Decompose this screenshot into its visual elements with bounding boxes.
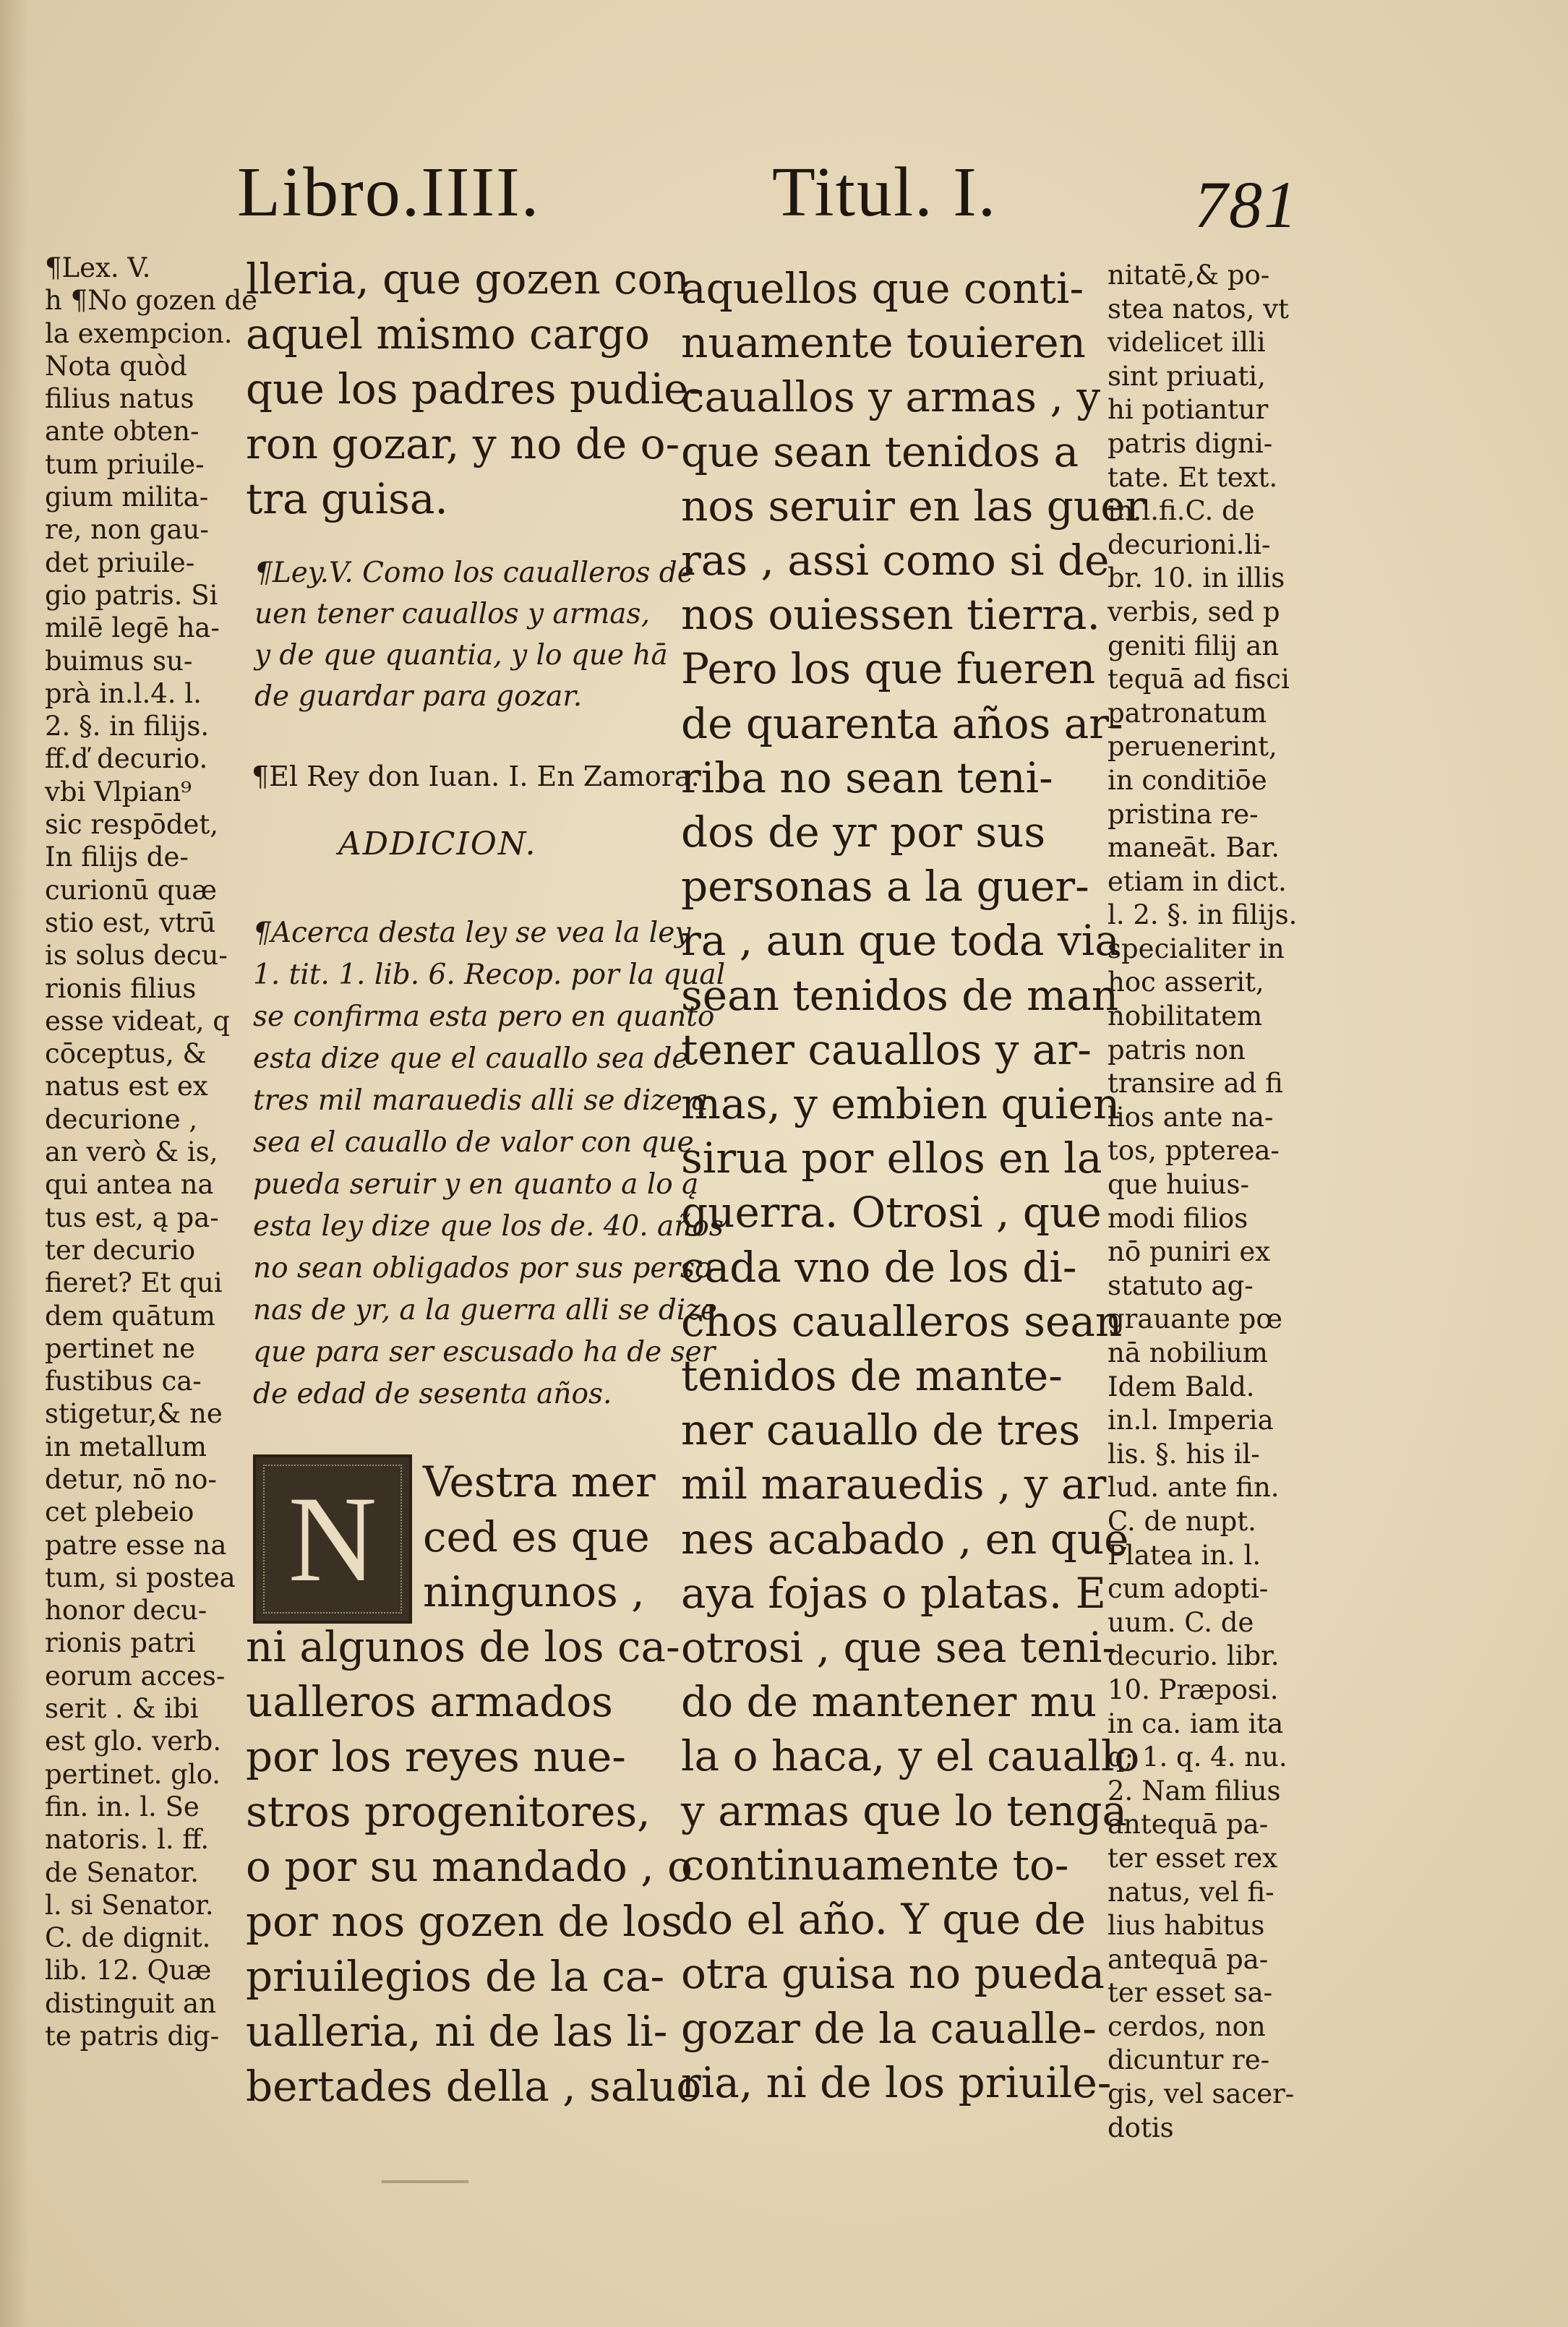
gloss-line: etiam in dict. (1108, 865, 1287, 897)
text-line: y armas que lo tenga (681, 1786, 1128, 1835)
gloss-line: dem quātum (45, 1300, 215, 1332)
text-line: do el año. Y que de (681, 1895, 1086, 1945)
gloss-line: te patris dig- (45, 2020, 220, 2052)
text-line: do de mantener mu (681, 1677, 1097, 1727)
gloss-line: antequā pa- (1108, 1943, 1269, 1975)
text-line: Vestra mer (423, 1457, 656, 1507)
addicion-line: esta dize que el cauallo sea de (253, 1042, 689, 1075)
gloss-line: pertinet. glo. (45, 1758, 220, 1790)
gloss-line: det priuile- (45, 547, 195, 578)
gloss-line: an verò & is, (45, 1136, 218, 1168)
gloss-line: hi potiantur (1108, 394, 1269, 426)
gloss-line: Platea in. l. (1108, 1539, 1261, 1571)
text-line: la o haca, y el cauallo (681, 1731, 1140, 1781)
gloss-line: milē legē ha- (45, 612, 220, 644)
text-line: mas, y embien quien (681, 1079, 1121, 1129)
text-line: nes acabado , en que (681, 1514, 1129, 1564)
addicion-line: nas de yr, a la guerra alli se dize (253, 1294, 717, 1327)
gloss-line: grauante pœ (1108, 1303, 1282, 1335)
addicion-line: pueda seruir y en quanto a lo ą (253, 1168, 699, 1201)
text-line: continuamente to- (681, 1840, 1069, 1890)
text-line: tenidos de mante- (681, 1351, 1063, 1401)
text-line: Pero los que fueren (681, 644, 1096, 694)
text-line: personas a la guer- (681, 862, 1089, 912)
gloss-line: cerdos, non (1108, 2010, 1266, 2042)
gloss-line: gium milita- (45, 481, 209, 513)
gloss-line: dicuntur re- (1108, 2044, 1270, 2076)
text-line: ualleros armados (246, 1677, 613, 1726)
gloss-line: h ¶No gozen de (45, 285, 258, 317)
addicion-text (253, 912, 725, 1415)
gloss-line: pristina re- (1108, 798, 1259, 830)
middle-column-body (246, 1619, 702, 2114)
text-line: ningunos , (423, 1567, 645, 1616)
king-note: ¶El Rey don Iuan. I. En Zamora. (252, 760, 700, 792)
text-line: chos caualleros sean (681, 1296, 1123, 1346)
ornamental-initial (253, 1454, 412, 1624)
gloss-line: vbi Vlpian⁹ (45, 776, 192, 807)
text-line: ra , aun que toda via (681, 916, 1120, 966)
running-head-book: Libro.IIII. (237, 153, 541, 231)
gloss-line: fin. in. l. Se (45, 1791, 200, 1822)
gloss-line: patris digni- (1108, 427, 1273, 459)
gloss-line: lud. ante fin. (1108, 1472, 1280, 1504)
gloss-line: cet plebeio (45, 1496, 194, 1528)
rubric-line: y de que quantia, y lo que hā (254, 639, 668, 672)
middle-column-top (246, 252, 703, 526)
gloss-line: filius natus (45, 383, 194, 415)
gloss-line: maneāt. Bar. (1108, 832, 1280, 864)
text-line: sirua por ellos en la (681, 1133, 1102, 1183)
gloss-line: sic respōdet, (45, 809, 219, 841)
gloss-line: in metallum (45, 1431, 207, 1462)
text-line: ria, ni de los priuile- (681, 2057, 1112, 2107)
gloss-line: natus, vel fi- (1108, 1876, 1274, 1908)
gloss-line: br. 10. in illis (1108, 562, 1285, 594)
text-line: por nos gozen de los (246, 1897, 683, 1946)
text-line: ner cauallo de tres (681, 1405, 1081, 1455)
gloss-line: q; 1. q. 4. nu. (1108, 1741, 1288, 1773)
text-line: otra guisa no pueda (681, 1949, 1105, 1999)
gloss-line: cum adopti- (1108, 1573, 1269, 1605)
gloss-line: rionis patri (45, 1627, 196, 1659)
gloss-line: C. de nupt. (1108, 1505, 1256, 1537)
text-line: tra guisa. (246, 474, 448, 523)
gloss-line: tate. Et text. (1108, 461, 1278, 493)
text-line: nuamente touieren (681, 318, 1086, 368)
gloss-line: peruenerint, (1108, 731, 1277, 763)
initial-letter: N (288, 1471, 377, 1607)
gloss-line: stea natos, vt (1108, 293, 1289, 325)
gloss-line: tos, ppterea- (1108, 1135, 1280, 1167)
gloss-line: is solus decu- (45, 940, 228, 972)
text-line: tener cauallos y ar- (681, 1024, 1092, 1074)
gloss-line: hoc asserit, (1108, 967, 1264, 998)
gloss-line: in conditiōe (1108, 764, 1267, 796)
gloss-line: tum, si postea (45, 1561, 236, 1593)
addicion-line: sea el cauallo de valor con que (253, 1126, 694, 1159)
gloss-line: patris non (1108, 1034, 1246, 1066)
text-line: nos seruir en las guer (681, 481, 1146, 531)
addicion-line: que para ser escusado ha de ser (253, 1336, 716, 1368)
gloss-line: decurione , (45, 1103, 198, 1135)
text-line: cauallos y armas , y (681, 372, 1101, 422)
text-line: ced es que (423, 1512, 650, 1561)
gloss-line: re, non gau- (45, 514, 209, 546)
gloss-line: tus est, ą pa- (45, 1201, 219, 1233)
gloss-line: rionis filius (45, 972, 197, 1004)
gloss-line: gio patris. Si (45, 579, 218, 611)
gloss-line: in.l.fi.C. de (1108, 495, 1255, 527)
gloss-line: Idem Bald. (1108, 1371, 1255, 1402)
gloss-line: decurioni.li- (1108, 528, 1271, 560)
text-line: sean tenidos de man (681, 970, 1119, 1020)
gloss-line: pertinet ne (45, 1332, 196, 1364)
gloss-line: nō puniri ex (1108, 1236, 1271, 1268)
text-line: nos ouiessen tierra. (681, 590, 1100, 640)
text-line: cada vno de los di- (681, 1242, 1077, 1292)
text-line: aquellos que conti- (681, 264, 1084, 313)
gloss-line: C. de dignit. (45, 1922, 211, 1954)
gloss-line: fustibus ca- (45, 1366, 202, 1397)
text-line: priuilegios de la ca- (246, 1952, 665, 2001)
gloss-line: 2. Nam filius (1108, 1775, 1281, 1807)
text-line: que los padres pudie- (246, 364, 703, 413)
addicion-line: no sean obligados por sus perso- (253, 1252, 721, 1285)
dropcap-adjacent-text (423, 1454, 656, 1619)
gloss-line: geniti filij an (1108, 630, 1280, 661)
text-line: aquel mismo cargo (246, 309, 650, 359)
gloss-line: que huius- (1108, 1169, 1249, 1201)
binding-shadow (0, 0, 29, 2327)
text-line: ni algunos de los ca- (246, 1622, 680, 1671)
text-line: gozar de la caualle- (681, 2003, 1097, 2053)
left-marginal-gloss (45, 252, 258, 2052)
gloss-line: ff.ď decurio. (45, 743, 208, 775)
gloss-line: patre esse na (45, 1529, 227, 1561)
gloss-line: statuto ag- (1108, 1269, 1254, 1301)
gloss-line: stigetur,& ne (45, 1398, 223, 1430)
gloss-line: fieret? Et qui (45, 1267, 223, 1299)
text-line: riba no sean teni- (681, 753, 1053, 802)
gloss-line: sint priuati, (1108, 360, 1266, 392)
gloss-line: lis. §. his il- (1108, 1438, 1260, 1470)
gloss-line: tum priuile- (45, 448, 205, 480)
text-line: guerra. Otrosi , que (681, 1188, 1102, 1238)
gloss-line: l. 2. §. in filijs. (1108, 899, 1298, 931)
gloss-line: tequā ad fisci (1108, 664, 1290, 695)
addicion-line: 1. tit. 1. lib. 6. Recop. por la qual (253, 959, 726, 991)
gloss-line: specialiter in (1108, 933, 1285, 964)
gloss-line: 2. §. in filijs. (45, 711, 210, 742)
gloss-line: modi filios (1108, 1202, 1248, 1234)
addicion-heading: ADDICION. (338, 826, 537, 862)
gloss-line: lius habitus (1108, 1910, 1265, 1942)
gloss-line: de Senator. (45, 1856, 200, 1888)
addicion-line: esta ley dize que los de. 40. años (253, 1210, 724, 1243)
gloss-line: in.l. Imperia (1108, 1405, 1274, 1436)
gloss-line: distinguit an (45, 1987, 216, 2019)
rubric-line: uen tener cauallos y armas, (254, 598, 650, 630)
rubric-line: ¶Ley.V. Como los caualleros de (254, 557, 694, 589)
law-rubric (254, 552, 694, 717)
gloss-line: 10. Præposi. (1108, 1674, 1279, 1705)
gloss-line: nā nobilium (1108, 1337, 1268, 1368)
gloss-line: in ca. iam ita (1108, 1707, 1284, 1739)
gloss-line: dotis (1108, 2112, 1174, 2143)
text-line: ron gozar, y no de o- (246, 419, 680, 468)
gloss-line: eorum acces- (45, 1660, 226, 1692)
text-line: aya fojas o platas. E (681, 1568, 1106, 1618)
text-line: lleria, que gozen con (246, 254, 690, 304)
text-line: otrosi , que sea teni- (681, 1623, 1116, 1673)
gloss-line: honor decu- (45, 1595, 207, 1627)
gloss-line: ter decurio (45, 1234, 196, 1266)
gloss-line: ter esset sa- (1108, 1977, 1273, 2009)
text-line: o por su mandado , o (246, 1842, 693, 1891)
text-line: que sean tenidos a (681, 427, 1079, 476)
gloss-line: lios ante na- (1108, 1101, 1274, 1133)
gloss-line: videlicet illi (1108, 327, 1266, 359)
gloss-line: nobilitatem (1108, 1000, 1263, 1032)
gloss-line: In filijs de- (45, 841, 189, 873)
gloss-line: antequā pa- (1108, 1809, 1269, 1840)
addicion-line: de edad de sesenta años. (253, 1378, 612, 1410)
catchword-rule (382, 2180, 468, 2183)
rubric-line: de guardar para gozar. (254, 680, 583, 713)
gloss-line: esse videat, q (45, 1005, 230, 1037)
gloss-line: est glo. verb. (45, 1726, 222, 1757)
gloss-line: verbis, sed p (1108, 596, 1280, 627)
gloss-line: uum. C. de (1108, 1606, 1254, 1638)
gloss-line: decurio. libr. (1108, 1640, 1280, 1672)
gloss-line: nitatē,& po- (1108, 260, 1270, 291)
text-line: mil marauedis , y ar (681, 1460, 1107, 1509)
gloss-line: serit . & ibi (45, 1693, 199, 1725)
gloss-line: l. si Senator. (45, 1889, 214, 1921)
gloss-line: ante obten- (45, 416, 200, 447)
gloss-line: detur, nō no- (45, 1463, 217, 1495)
addicion-line: se confirma esta pero en quanto (253, 1000, 715, 1033)
text-line: ras , assi como si de (681, 536, 1110, 586)
gloss-line: Nota quòd (45, 350, 187, 382)
gloss-line: patronatum (1108, 697, 1267, 729)
text-line: por los reyes nue- (246, 1732, 626, 1781)
addicion-line: ¶Acerca desta ley se vea la ley (253, 917, 691, 949)
gloss-line: gis, vel sacer- (1108, 2078, 1295, 2110)
text-line: stros progenitores, (246, 1787, 651, 1836)
right-marginal-gloss (1108, 259, 1298, 2145)
gloss-line: ¶Lex. V. (45, 252, 151, 283)
gloss-line: natoris. l. ff. (45, 1824, 210, 1856)
gloss-line: la exempcion. (45, 317, 233, 349)
running-head-title: Titul. I. (772, 153, 998, 231)
right-column-text (681, 262, 1146, 2110)
gloss-line: stio est, vtrū (45, 907, 216, 938)
text-line: dos de yr por sus (681, 807, 1046, 857)
text-line: bertades della , saluo (246, 2062, 702, 2111)
initial-ornament-border (263, 1465, 402, 1614)
gloss-line: natus est ex (45, 1071, 208, 1102)
gloss-line: cōceptus, & (45, 1038, 207, 1070)
gloss-line: lib. 12. Quæ (45, 1955, 212, 1987)
gloss-line: transire ad fi (1108, 1068, 1283, 1100)
gloss-line: ter esset rex (1108, 1842, 1278, 1874)
gloss-line: prà in.l.4. l. (45, 677, 202, 709)
text-line: de quarenta años ar- (681, 698, 1123, 748)
gloss-line: buimus su- (45, 645, 193, 677)
addicion-line: tres mil marauedis alli se dize ą (253, 1084, 708, 1117)
text-line: ualleria, ni de las li- (246, 2007, 668, 2056)
folio-number: 781 (1194, 168, 1298, 241)
gloss-line: curionū quæ (45, 874, 218, 906)
gloss-line: qui antea na (45, 1169, 214, 1201)
